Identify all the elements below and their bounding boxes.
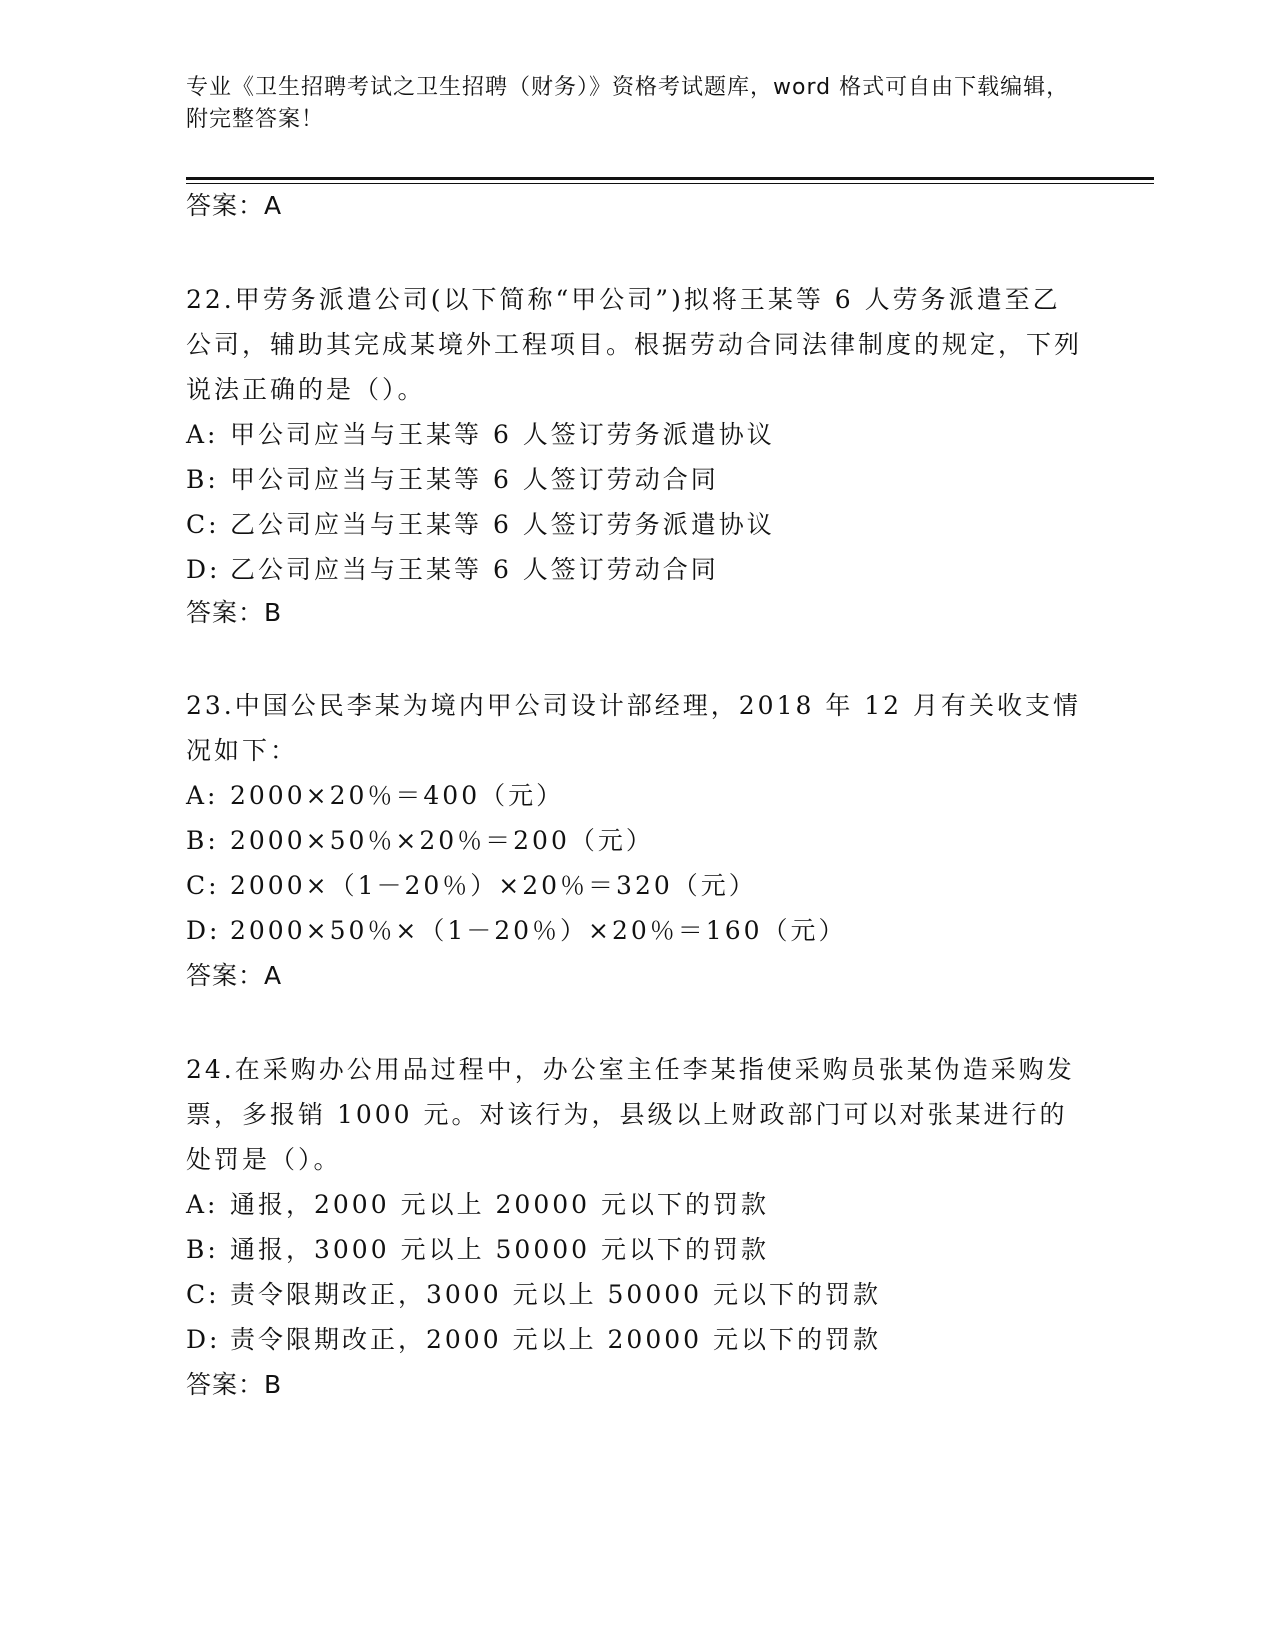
question-stem: 22.甲劳务派遣公司(以下简称“甲公司”)拟将王某等 6 人劳务派遣至乙公司，辅助其完成某境外工程项目。根据劳动合同法律制度的规定，下列说法正确的是（）。	[186, 285, 1083, 404]
option-key: A:	[186, 781, 219, 810]
answer-24: 答案：B	[186, 1370, 283, 1399]
option-text: 责令限期改正，3000 元以上 50000 元以下的罚款	[230, 1280, 881, 1309]
option-key: A:	[186, 1190, 219, 1219]
question-22	[186, 277, 1086, 592]
option-key: D:	[186, 555, 221, 584]
option-key: C:	[186, 1280, 220, 1309]
option-c	[186, 1272, 1086, 1317]
option-key: A:	[186, 420, 219, 449]
option-a	[186, 412, 1086, 457]
option-d	[186, 547, 1086, 592]
option-c	[186, 863, 1086, 908]
option-d	[186, 908, 1086, 953]
option-text: 2000×50％×20％＝200（元）	[230, 826, 654, 855]
option-key: D:	[186, 916, 221, 945]
option-a	[186, 773, 1086, 818]
option-key: C:	[186, 510, 220, 539]
option-text: 通报，3000 元以上 50000 元以下的罚款	[230, 1235, 769, 1264]
option-text: 甲公司应当与王某等 6 人签订劳务派遣协议	[230, 420, 775, 449]
option-c	[186, 502, 1086, 547]
question-23	[186, 683, 1086, 953]
option-b	[186, 457, 1086, 502]
answer-23: 答案：A	[186, 961, 283, 990]
option-a	[186, 1182, 1086, 1227]
option-key: C:	[186, 871, 220, 900]
document-header: 专业《卫生招聘考试之卫生招聘（财务）》资格考试题库，word 格式可自由下载编辑，附完整答案！	[186, 75, 1070, 132]
question-stem: 24.在采购办公用品过程中，办公室主任李某指使采购员张某伪造采购发票，多报销 1000 元。对该行为，县级以上财政部门可以对张某进行的处罚是（）。	[186, 1055, 1075, 1174]
answer-22: 答案：B	[186, 598, 283, 627]
option-key: B:	[186, 465, 219, 494]
option-text: 2000×20％＝400（元）	[230, 781, 565, 810]
option-text: 通报，2000 元以上 20000 元以下的罚款	[230, 1190, 769, 1219]
option-text: 2000×50％×（1－20％）×20％＝160（元）	[230, 916, 847, 945]
option-text: 责令限期改正，2000 元以上 20000 元以下的罚款	[230, 1325, 881, 1354]
option-text: 乙公司应当与王某等 6 人签订劳动合同	[230, 555, 719, 584]
option-key: B:	[186, 826, 219, 855]
option-text: 甲公司应当与王某等 6 人签订劳动合同	[230, 465, 719, 494]
option-d	[186, 1317, 1086, 1362]
previous-answer: 答案：A	[186, 191, 283, 220]
option-key: B:	[186, 1235, 219, 1264]
header-rule-thin	[186, 183, 1154, 184]
option-text: 乙公司应当与王某等 6 人签订劳务派遣协议	[230, 510, 775, 539]
header-rule-thick	[186, 177, 1154, 180]
option-key: D:	[186, 1325, 221, 1354]
question-24	[186, 1047, 1086, 1362]
option-b	[186, 1227, 1086, 1272]
option-text: 2000×（1－20％）×20％＝320（元）	[230, 871, 757, 900]
question-stem: 23.中国公民李某为境内甲公司设计部经理，2018 年 12 月有关收支情况如下：	[186, 691, 1082, 765]
option-b	[186, 818, 1086, 863]
